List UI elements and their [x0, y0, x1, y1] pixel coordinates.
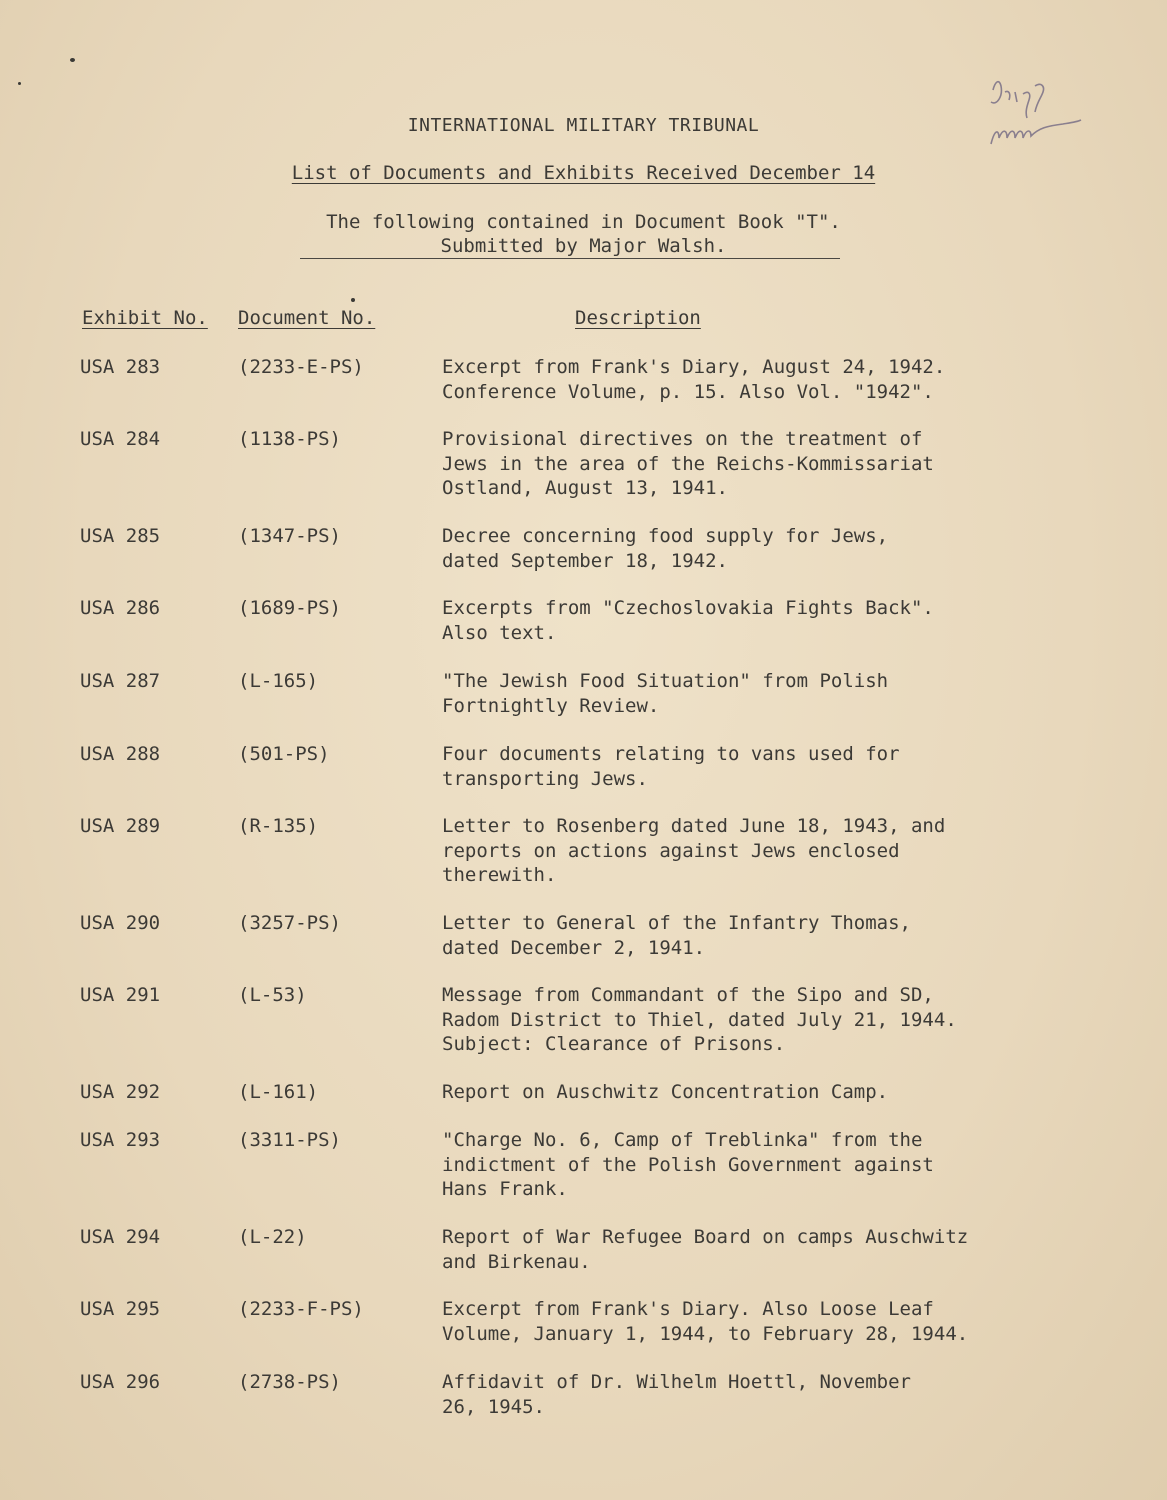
- exhibit-description: Report of War Refugee Board on camps Auschwitz and Birkenau.: [442, 1226, 969, 1273]
- document-number: (R-135): [238, 815, 319, 837]
- exhibit-description: Excerpts from "Czechoslovakia Fights Back". Also text.: [442, 597, 934, 644]
- table-row: [0, 1297, 1167, 1370]
- document-number: (3311-PS): [238, 1129, 341, 1151]
- exhibit-number: USA 285: [80, 525, 161, 547]
- column-header-document: Document No.: [238, 307, 376, 329]
- exhibit-description: Four documents relating to vans used for transporting Jews.: [442, 743, 900, 790]
- exhibit-number: USA 287: [80, 670, 161, 692]
- paper-speck: [351, 298, 355, 302]
- table-row: [0, 1080, 1167, 1128]
- document-book-line: The following contained in Document Book "T".: [326, 211, 841, 233]
- paper-speck: [70, 58, 75, 62]
- table-row: [0, 983, 1167, 1080]
- tribunal-heading: INTERNATIONAL MILITARY TRIBUNAL: [407, 115, 760, 136]
- column-header-description: Description: [575, 307, 701, 329]
- exhibit-number: USA 286: [80, 597, 161, 619]
- table-row: [0, 814, 1167, 911]
- book-info: [0, 210, 1167, 258]
- exhibit-description: Report on Auschwitz Concentration Camp.: [442, 1081, 889, 1103]
- table-row: [0, 669, 1167, 742]
- table-row: [0, 355, 1167, 427]
- exhibit-description: Excerpt from Frank's Diary. Also Loose Leaf Volume, January 1, 1944, to February 28, 1944.: [442, 1298, 969, 1345]
- exhibit-number: USA 296: [80, 1371, 161, 1393]
- document-number: (2738-PS): [238, 1371, 341, 1393]
- exhibit-description: Affidavit of Dr. Wilhelm Hoettl, November 26, 1945.: [442, 1371, 911, 1418]
- header-rule: [300, 258, 840, 259]
- table-row: [0, 1370, 1167, 1443]
- exhibit-number: USA 293: [80, 1129, 161, 1151]
- exhibit-number: USA 289: [80, 815, 161, 837]
- document-number: (L-165): [238, 670, 319, 692]
- exhibit-description: Excerpt from Frank's Diary, August 24, 1942. Conference Volume, p. 15. Also Vol. "1942".: [442, 356, 946, 403]
- table-row: [0, 911, 1167, 983]
- table-row: [0, 427, 1167, 524]
- exhibit-number: USA 295: [80, 1298, 161, 1320]
- exhibit-description: Letter to Rosenberg dated June 18, 1943, and reports on actions against Jews enclosed therewith.: [442, 815, 946, 886]
- exhibit-description: Provisional directives on the treatment of Jews in the area of the Reichs-Kommissariat Ostland, August 13, 1941.: [442, 428, 934, 499]
- exhibit-number: USA 290: [80, 912, 161, 934]
- document-number: (2233-E-PS): [238, 356, 364, 378]
- table-row: [0, 742, 1167, 814]
- table-row: [0, 524, 1167, 596]
- exhibit-table: [0, 355, 1167, 1443]
- exhibit-number: USA 283: [80, 356, 161, 378]
- table-row: [0, 1225, 1167, 1297]
- document-number: (501-PS): [238, 743, 330, 765]
- exhibit-description: Decree concerning food supply for Jews, dated September 18, 1942.: [442, 525, 889, 572]
- document-number: (1689-PS): [238, 597, 341, 619]
- table-row: [0, 596, 1167, 669]
- document-number: (L-22): [238, 1226, 307, 1248]
- exhibit-description: "The Jewish Food Situation" from Polish Fortnightly Review.: [442, 670, 889, 717]
- document-number: (L-53): [238, 984, 307, 1006]
- exhibit-description: "Charge No. 6, Camp of Treblinka" from the indictment of the Polish Government against Hans Frank.: [442, 1129, 934, 1200]
- submitted-by-line: Submitted by Major Walsh.: [440, 235, 727, 257]
- paper-speck: [18, 82, 21, 85]
- document-number: (1138-PS): [238, 428, 341, 450]
- list-title-text: List of Documents and Exhibits Received December 14: [291, 162, 876, 184]
- exhibit-number: USA 284: [80, 428, 161, 450]
- exhibit-number: USA 292: [80, 1081, 161, 1103]
- table-row: [0, 1128, 1167, 1225]
- exhibit-number: USA 291: [80, 984, 161, 1006]
- document-number: (3257-PS): [238, 912, 341, 934]
- document-number: (2233-F-PS): [238, 1298, 364, 1320]
- exhibit-number: USA 288: [80, 743, 161, 765]
- exhibit-number: USA 294: [80, 1226, 161, 1248]
- document-number: (L-161): [238, 1081, 319, 1103]
- list-title: [0, 162, 1167, 184]
- document-number: (1347-PS): [238, 525, 341, 547]
- exhibit-description: Letter to General of the Infantry Thomas, dated December 2, 1941.: [442, 912, 911, 959]
- exhibit-description: Message from Commandant of the Sipo and SD, Radom District to Thiel, dated July 21, 1944. Subject: Clearance of Prisons.: [442, 984, 957, 1055]
- column-header-exhibit: Exhibit No.: [82, 307, 208, 329]
